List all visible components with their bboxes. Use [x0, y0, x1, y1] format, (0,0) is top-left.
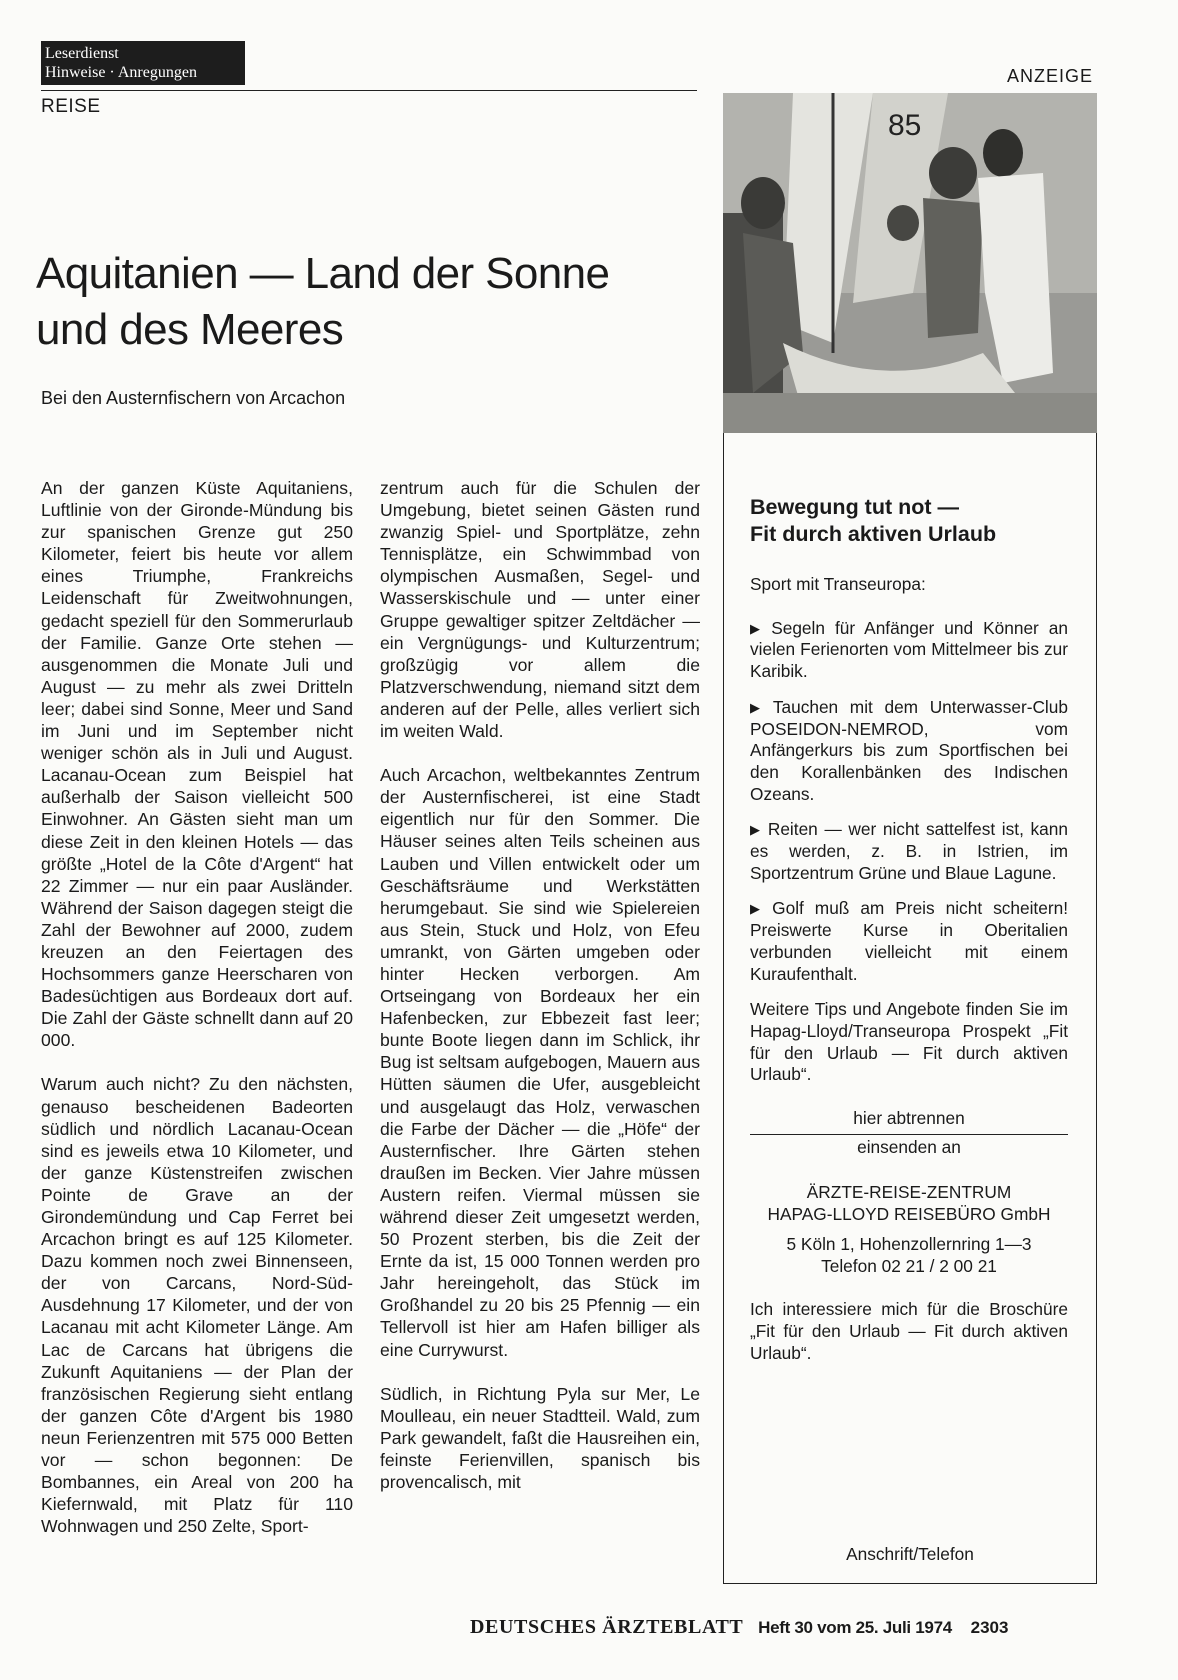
article-paragraph: Auch Arcachon, weltbekanntes Zentrum der Austernfischerei, ist eine Stadt eigentlich nur für den Sommer. Die Häuser seines alten Teils scheinen aus Lauben und Villen entwickelt oder um Geschäftsräume und Werkstätten herumgebaut. Sie sind wie Spielereien aus Stein, Stuck und Holz, von Efeu umrankt, von Gärten umgeben oder hinter Hecken verborgen. Am Ortseingang von Bordeaux her ein Hafenbecken, zur Ebbezeit fast leer; bunte Boote liegen dann im Schlick, ihr Bug ist seltsam aufgebogen, Mauern aus Hütten säumen die Ufer, ausgebleicht und ausgelaugt das Holz, verwaschen die Farbe der Dächer — die „Höfe“ der Austernfischer. Ihre Gärten stehen draußen im Becken. Vier Jahre müssen Austern reifen. Viermal müssen sie während dieser Zeit umgesetzt werden, 50 Prozent sterben, bis die Zeit der Ernte da ist, 15 000 Tonnen werden pro Jahr hereingeholt, das Stück im Großhandel zu 20 bis 25 Pfennig — ein Tellervoll ist hier am Hafen billiger als eine Currywurst. [380, 765, 700, 1360]
ad-item-text: Golf muß am Preis nicht scheitern! Preiswerte Kurse in Oberitalien verbunden vielleicht mit einem Kuraufenthalt. [750, 898, 1068, 984]
issue-info: Heft 30 vom 25. Juli 1974 [758, 1618, 952, 1637]
leserdienst-box [41, 41, 245, 85]
ad-headline-line1: Bewegung tut not — [750, 495, 959, 519]
page-number: 2303 [970, 1618, 1009, 1637]
ad-item-text: Tauchen mit dem Unterwasser-Club POSEIDON-NEMROD, vom Anfängerkurs bis zum Sportfischen bei den Korallenbänken des Indischen Ozeans. [750, 696, 1068, 804]
article-paragraph: zentrum auch für die Schulen der Umgebung, bietet seinen Gästen rund zwanzig Spiel- und Sportplätze, zehn Tennisplätze, ein Schwimmbad von olympischen Ausmaßen, Segel- und Wasserskischule und — unter einer Gruppe gewaltiger spitzer Zeltdächer — ein Vergnügungs- und Kulturzentrum; großzügig vor allem die Platzverschwendung, niemand sitzt dem anderen auf der Pelle, alles verliert sich im weiten Wald. [380, 478, 700, 742]
article-subtitle: Bei den Austernfischern von Arcachon [41, 388, 346, 408]
ad-send-label: einsenden an [857, 1136, 961, 1157]
sailing-photo-illustration [723, 93, 1097, 433]
article-title-line1: Aquitanien — Land der Sonne [36, 249, 610, 298]
address-line: 5 Köln 1, Hohenzollernring 1—3 [786, 1233, 1032, 1254]
address-line: HAPAG-LLOYD REISEBÜRO GmbH [767, 1204, 1051, 1225]
triangle-bullet-icon: ▶ [750, 901, 767, 917]
ad-intro: Sport mit Transeuropa: [750, 574, 926, 594]
section-label: REISE [41, 96, 101, 117]
article-title [36, 246, 696, 358]
ad-photo-sailing [723, 93, 1097, 433]
ad-item [750, 898, 1068, 985]
article-column-1 [41, 477, 353, 1559]
triangle-bullet-icon: ▶ [750, 822, 762, 838]
article-paragraph: Südlich, in Richtung Pyla sur Mer, Le Moulleau, ein neuer Stadtteil. Wald, zum Park gewandelt, faßt die Hausreihen ein, feinste Ferienvillen, spanisch bis provencalisch, mit [380, 1383, 700, 1493]
header-rule [41, 90, 697, 91]
article-title-line2: und des Meeres [36, 305, 344, 354]
leserdienst-label: Leserdienst [45, 45, 119, 62]
article-paragraph: An der ganzen Küste Aquitaniens, Luftlinie von der Gironde-Mündung bis zur spanischen Grenze gut 250 Kilometer, feiert bis heute vor allem eines Triumphe, Frankreichs Leidenschaft für Zweitwohnungen, gedacht speziell für den Sommerurlaub der Familie. Ganze Orte stehen — ausgenommen die Monate Juli und August — zu mehr als zwei Dritteln leer; dabei sind Sonne, Meer und Sand im Juni und im September nicht weniger schön als in Juli und August. Lacanau-Ocean zum Beispiel hat außerhalb der Saison vielleicht 500 Einwohner. An Gästen sieht man um diese Zeit in den kleinen Hotels — das größte „Hotel de la Côte d'Argent“ hat 22 Zimmer — nur ein paar Ausländer. Während der Saison dagegen steigt die Zahl der Bewohner auf 2000, zudem kreuzen an den Feiertagen des Hochsommers ganze Heerscharen von Badesüchtigen aus Bordeaux dort auf. Die Zahl der Gäste schnellt dann auf 20 000. [41, 478, 353, 1051]
sail-number: 85 [888, 109, 922, 142]
cut-line[interactable] [750, 1134, 1068, 1135]
ad-more-info: Weitere Tips und Angebote finden Sie im Hapag-Lloyd/Transeuropa Prospekt „Fit für den Urlaub — Fit durch aktiven Urlaub“. [750, 999, 1068, 1085]
address-line: ÄRZTE-REISE-ZENTRUM [806, 1182, 1012, 1203]
ad-headline [750, 494, 1068, 548]
ad-item-text: Segeln für Anfänger und Könner an vielen Ferienorten vom Mittelmeer bis zur Karibik. [750, 617, 1069, 682]
triangle-bullet-icon: ▶ [750, 620, 766, 636]
ad-item-text: Reiten — wer nicht sattelfest ist, kann es werden, z. B. in Istrien, im Sportzentrum Grüne und Blaue Lagune. [750, 819, 1068, 883]
leserdienst-sublabel: Hinweise · Anregungen [45, 64, 197, 81]
article-column-2 [380, 477, 700, 1515]
address-line: Telefon 02 21 / 2 00 21 [821, 1255, 997, 1276]
publication-name: DEUTSCHES ÄRZTEBLATT [470, 1616, 744, 1638]
ad-item [750, 819, 1068, 884]
ad-headline-line2: Fit durch aktiven Urlaub [750, 522, 997, 546]
ad-request: Ich interessiere mich für die Broschüre „Fit für den Urlaub — Fit durch aktiven Urlaub“. [750, 1299, 1068, 1363]
ad-item [750, 618, 1068, 683]
ad-content [750, 494, 1068, 1378]
triangle-bullet-icon: ▶ [750, 699, 767, 715]
ad-label: ANZEIGE [1007, 66, 1094, 86]
article-paragraph: Warum auch nicht? Zu den nächsten, genauso bescheidenen Badeorten südlich und nördlich Lacanau-Ocean sind es jeweils etwa 10 Kilometer, und der ganze Küstenstreifen zwischen Pointe de Grave an der Girondemündung und Cap Ferret bei Arcachon bringt es auf 125 Kilometer. Dazu kommen noch zwei Binnenseen, der von Carcans, Nord-Süd-Ausdehnung 17 Kilometer, und der von Lacanau mit acht Kilometer Länge. Am Lac de Carcans hat übrigens die Zukunft Aquitaniens — der Plan der französischen Regierung sieht entlang der ganzen Côte d'Argent bis 1980 neun Ferienzentren mit 575 000 Betten vor — schon begonnen: De Bombannes, ein Areal von 200 ha Kiefernwald, mit Platz für 110 Wohnwagen und 250 Zelte, Sport- [41, 1074, 353, 1537]
ad-cut-label: hier abtrennen [853, 1108, 965, 1129]
page-footer [470, 1616, 1008, 1639]
ad-item [750, 697, 1068, 806]
ad-anschrift-label[interactable]: Anschrift/Telefon [846, 1544, 974, 1564]
